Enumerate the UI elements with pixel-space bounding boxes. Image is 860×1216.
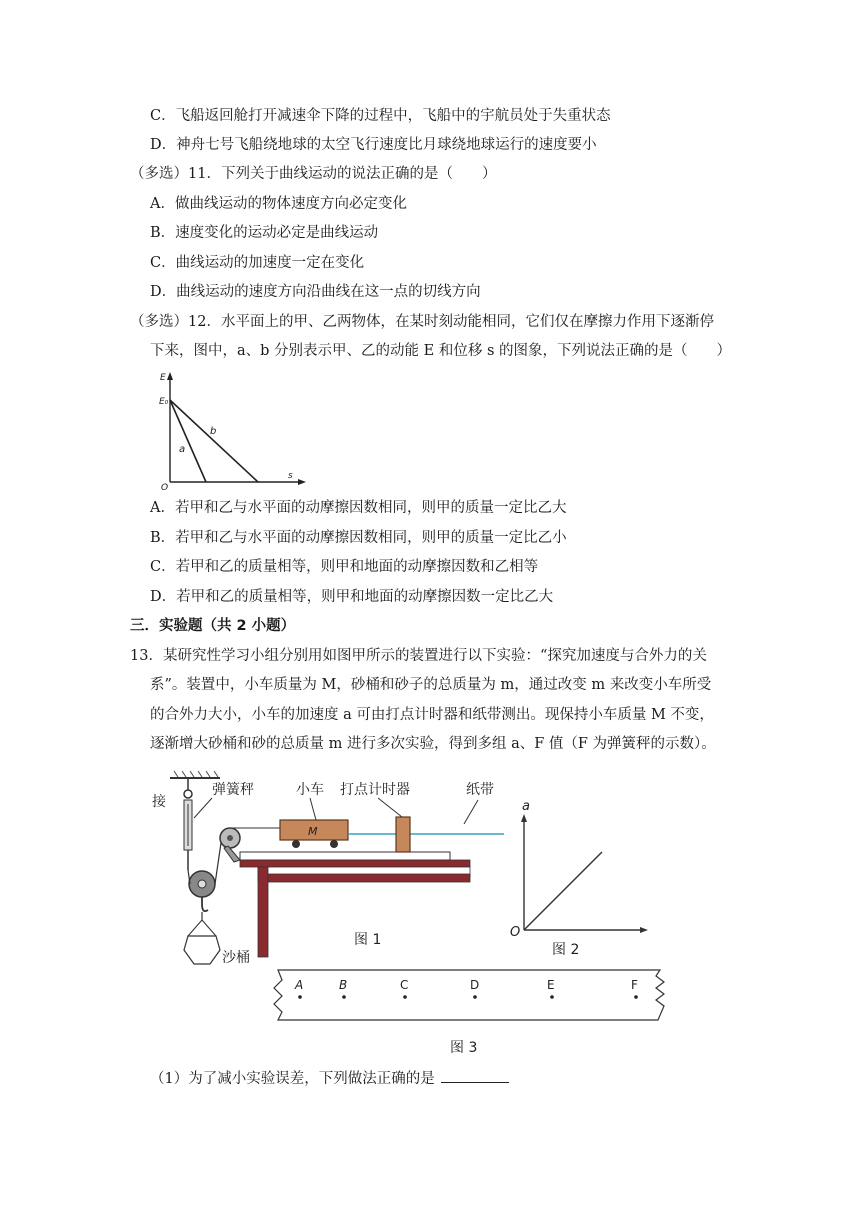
question-13-line4: 逐渐增大砂桶和砂的总质量 m 进行多次实验，得到多组 a、F 值（F 为弹簧秤的示数）。 [150,736,716,752]
tape-point-c: C [400,978,409,992]
question-13-line1: 13．某研究性学习小组分别用如图甲所示的装置进行以下实验：“探究加速度与合外力的关 [130,648,707,664]
graph2-origin-label: O [510,925,521,940]
label-jie: 接 [152,794,166,810]
question-12-line1: （多选）12．水平面上的甲、乙两物体，在某时刻动能相同，它们仅在摩擦力作用下逐渐停 [130,314,714,330]
graph-y-label: E [160,373,166,383]
question-13-line3: 的合外力大小，小车的加速度 a 可由打点计时器和纸带测出。现保持小车质量 M 不变， [150,707,714,723]
option-12d: D．若甲和乙的质量相等，则甲和地面的动摩擦因数一定比乙大 [150,589,554,605]
figure-1-caption: 图 1 [354,932,382,948]
option-10c: C．飞船返回舱打开减速伞下降的过程中，飞船中的宇航员处于失重状态 [150,108,611,124]
question-11: （多选）11．下列关于曲线运动的说法正确的是（ ） [130,166,497,182]
option-11b: B．速度变化的运动必定是曲线运动 [150,225,379,241]
cart-mass-label: M [308,825,318,838]
option-11d: D．曲线运动的速度方向沿曲线在这一点的切线方向 [150,284,481,300]
graph-origin-label: O [161,483,169,493]
figure-2-caption: 图 2 [552,942,580,958]
question-12-line2: 下来，图中，a、b 分别表示甲、乙的动能 E 和位移 s 的图象，下列说法正确的是（ ） [150,343,731,359]
question-13-sub1 [150,1068,509,1089]
option-12c: C．若甲和乙的质量相等，则甲和地面的动摩擦因数和乙相等 [150,559,539,575]
option-12b: B．若甲和乙与水平面的动摩擦因数相同，则甲的质量一定比乙小 [150,530,567,546]
graph-x-label: s [288,471,293,481]
experiment-figure [140,764,680,1064]
tape-point-a: A [295,978,304,992]
tape-point-e: E [547,978,555,992]
tape-point-d: D [470,978,480,992]
option-11c: C．曲线运动的加速度一定在变化 [150,255,365,271]
graph-y0-label: E₀ [159,397,169,407]
option-11a: A．做曲线运动的物体速度方向必定变化 [150,196,407,212]
graph2-a-label: a [522,799,530,814]
option-10d: D．神舟七号飞船绕地球的太空飞行速度比月球绕地球运行的速度要小 [150,137,597,153]
label-cart: 小车 [296,782,324,798]
tape-point-b: B [339,978,348,992]
answer-blank[interactable] [441,1068,509,1083]
tape-point-f: F [631,978,638,992]
option-12a: A．若甲和乙与水平面的动摩擦因数相同，则甲的质量一定比乙大 [150,500,567,516]
question-13-sub1-text: （1）为了减小实验误差，下列做法正确的是 [150,1071,435,1087]
question-13-line2: 系”。装置中，小车质量为 M，砂桶和砂子的总质量为 m，通过改变 m 来改变小车所受 [150,677,712,693]
label-bucket: 沙桶 [222,950,250,966]
label-tape: 纸带 [466,782,494,798]
label-spring-balance: 弹簧秤 [212,782,254,798]
graph-line-b-label: b [210,426,217,437]
section-heading-experiment: 三．实验题（共 2 小题） [130,618,296,634]
energy-displacement-graph [159,366,310,493]
graph-line-a-label: a [179,444,186,455]
label-timer: 打点计时器 [340,782,410,798]
figure-3-caption: 图 3 [450,1040,478,1056]
